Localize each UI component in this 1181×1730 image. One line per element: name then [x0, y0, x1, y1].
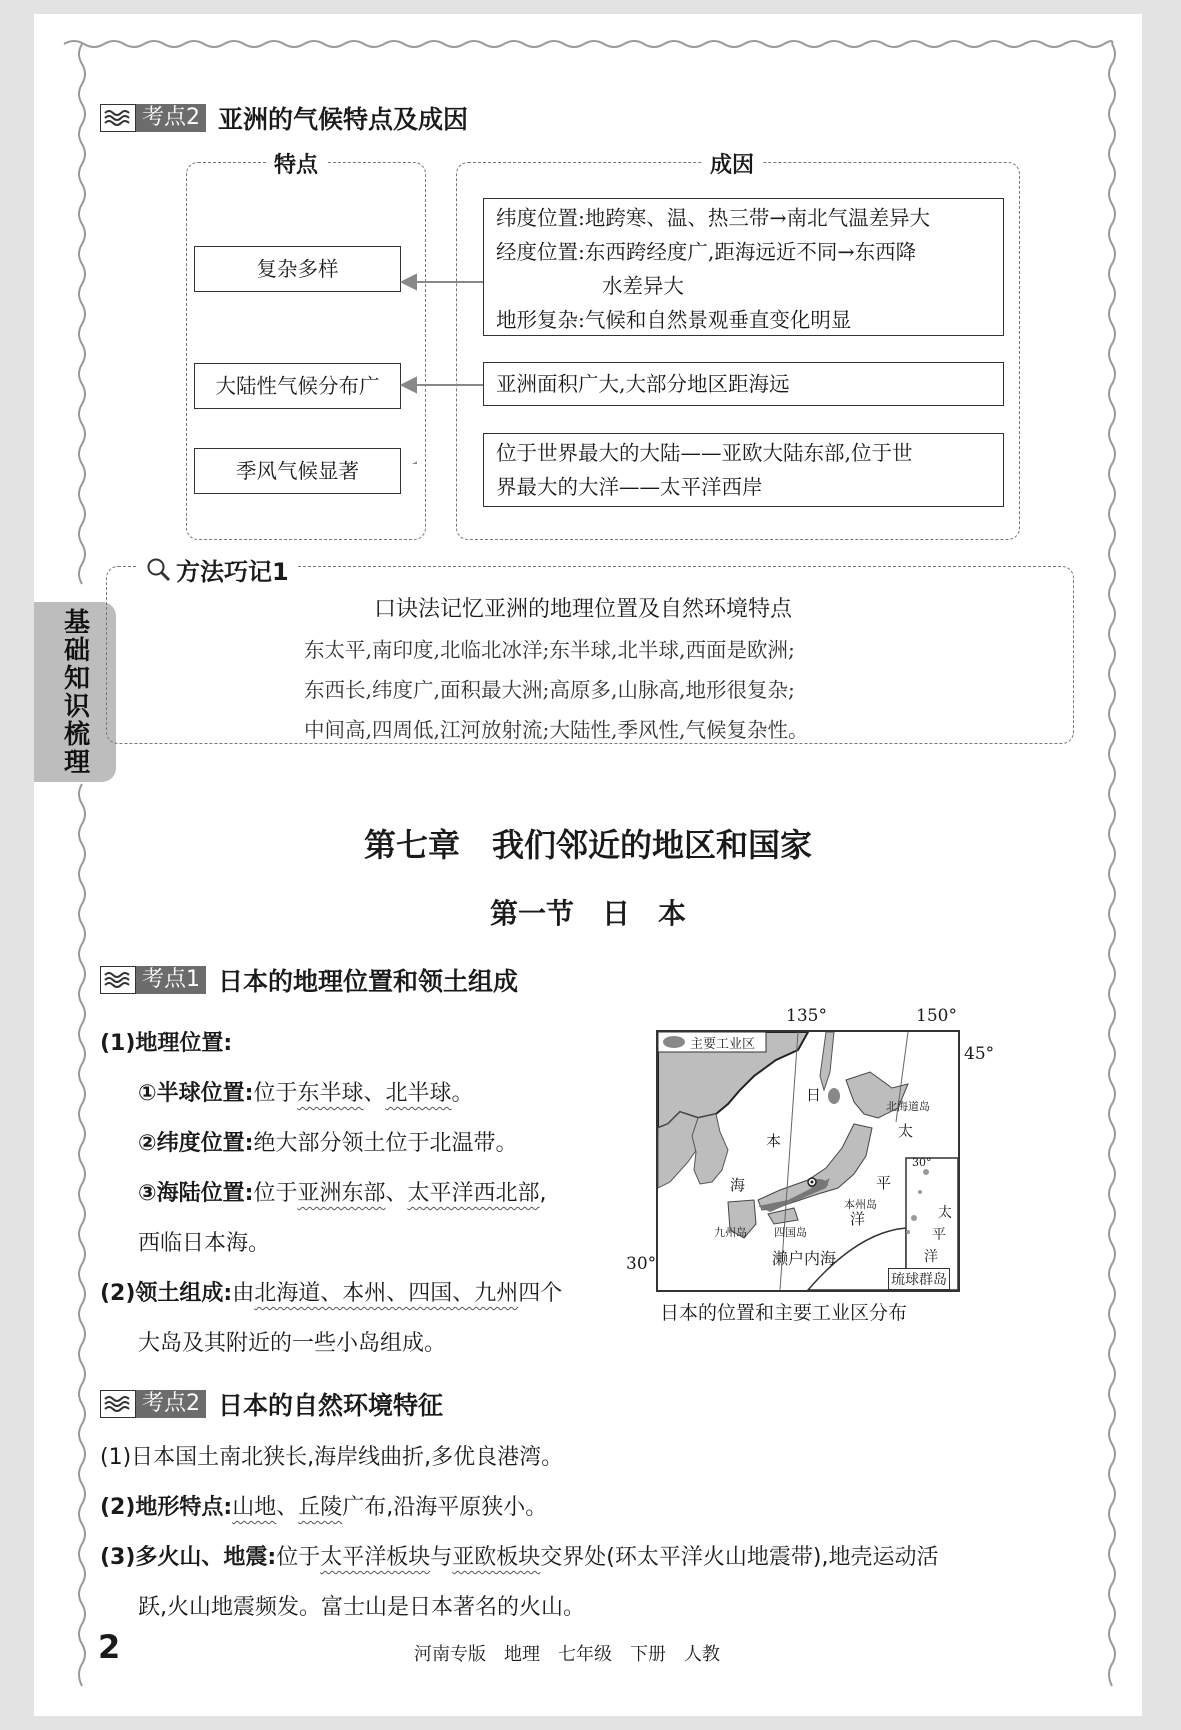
island-label-hokkaido: 北海道岛 — [886, 1100, 930, 1113]
cause-box: 纬度位置:地跨寒、温、热三带→南北气温差异大 经度位置:东西跨经度广,距海远近不同→东西降 水差异大 地形复杂:气候和自然景观垂直变化明显 — [483, 198, 1004, 336]
jp-latitude-line: ②纬度位置:绝大部分领土位于北温带。 — [138, 1131, 518, 1156]
method-line: 中间高,四周低,江河放射流;大陆性,季风性,气候复杂性。 — [304, 718, 809, 742]
kaodian2-nature-header — [100, 1386, 443, 1422]
kaodian-badge: 考点2 — [100, 1390, 206, 1418]
map-legend-label: 主要工业区 — [690, 1037, 756, 1052]
nature-line-1: (1)日本国土南北狭长,海岸线曲折,多优良港湾。 — [100, 1445, 564, 1470]
kaodian-title: 亚洲的气候特点及成因 — [218, 105, 469, 134]
cause-box: 亚洲面积广大,大部分地区距海远 — [483, 362, 1004, 406]
page-sheet — [34, 14, 1142, 1716]
method-subtitle: 口诀法记忆亚洲的地理位置及自然环境特点 — [374, 597, 793, 622]
cause-box: 位于世界最大的大陆——亚欧大陆东部,位于世 界最大的大洋——太平洋西岸 — [483, 433, 1004, 507]
lat-label: 30° — [626, 1254, 657, 1274]
section-side-tab: 基础知识梳理 — [34, 602, 116, 782]
sea-label: 本 — [766, 1132, 782, 1150]
jp-hemisphere-line: ①半球位置:位于东半球、北半球。 — [138, 1081, 474, 1106]
feature-box: 大陆性气候分布广 — [194, 363, 401, 409]
kaodian-title: 日本的地理位置和领土组成 — [218, 967, 519, 996]
map-caption: 日本的位置和主要工业区分布 — [660, 1302, 908, 1324]
kaodian2-climate-header — [100, 100, 468, 136]
sea-label: 日 — [806, 1086, 822, 1104]
causes-caption: 成因 — [702, 148, 762, 179]
sea-label: 太 — [898, 1122, 914, 1140]
jp-territory-line-2: 大岛及其附近的一些小岛组成。 — [138, 1331, 447, 1356]
feature-box: 复杂多样 — [194, 246, 401, 292]
arrows-group — [400, 254, 492, 464]
kaodian-badge: 考点1 — [100, 966, 206, 994]
features-caption: 特点 — [266, 148, 326, 179]
island-label-honshu: 本州岛 — [844, 1198, 877, 1211]
jp-location-heading: (1)地理位置: — [100, 1031, 233, 1056]
section-title: 第一节 日 本 — [489, 897, 686, 930]
inset-label-ryukyu: 琉球群岛 — [888, 1268, 950, 1290]
lon-label: 150° — [916, 1006, 957, 1026]
japan-map — [656, 1030, 960, 1292]
jp-territory-line: (2)领土组成:由北海道、本州、四国、九州四个 — [100, 1281, 563, 1306]
wave-icon — [100, 1390, 136, 1418]
sea-label: 平 — [876, 1174, 892, 1192]
footer-info: 河南专版 地理 七年级 下册 人教 — [414, 1644, 720, 1665]
method-header: 方法巧记1 — [138, 552, 297, 587]
nature-line-2: (2)地形特点:山地、丘陵广布,沿海平原狭小。 — [100, 1495, 548, 1520]
method-line: 东太平,南印度,北临北冰洋;东半球,北半球,西面是欧洲; — [304, 638, 795, 662]
wave-icon — [100, 104, 136, 132]
feature-box: 季风气候显著 — [194, 448, 401, 494]
island-label-shikoku: 四国岛 — [774, 1226, 807, 1239]
jp-sea-land-line-2: 西临日本海。 — [138, 1231, 271, 1256]
method-line: 东西长,纬度广,面积最大洲;高原多,山脉高,地形很复杂; — [304, 678, 795, 702]
lat-label: 45° — [964, 1044, 995, 1064]
lon-label: 135° — [786, 1006, 827, 1026]
lat-label: 30° — [912, 1156, 932, 1169]
nature-line-3b: 跃,火山地震频发。富士山是日本著名的火山。 — [138, 1595, 585, 1620]
sea-label: 平 — [932, 1227, 946, 1243]
jp-sea-land-line: ③海陆位置:位于亚洲东部、太平洋西北部, — [138, 1181, 547, 1206]
sea-label: 洋 — [850, 1210, 866, 1228]
kaodian1-japan-header — [100, 962, 518, 998]
kaodian-badge: 考点2 — [100, 104, 206, 132]
sea-label: 太 — [938, 1205, 952, 1221]
chapter-title: 第七章 我们邻近的地区和国家 — [363, 826, 812, 864]
wave-icon — [100, 966, 136, 994]
sea-label: 洋 — [924, 1249, 938, 1265]
page-number: 2 — [98, 1628, 121, 1666]
kaodian-title: 日本的自然环境特征 — [218, 1391, 444, 1420]
nature-line-3: (3)多火山、地震:位于太平洋板块与亚欧板块交界处(环太平洋火山地震带),地壳运动活 — [100, 1545, 939, 1570]
strait-label-setonaikai: 濑户内海 — [772, 1249, 837, 1268]
island-label-kyushu: 九州岛 — [714, 1226, 747, 1239]
magnifier-icon — [146, 557, 172, 583]
sea-label: 海 — [730, 1176, 746, 1194]
